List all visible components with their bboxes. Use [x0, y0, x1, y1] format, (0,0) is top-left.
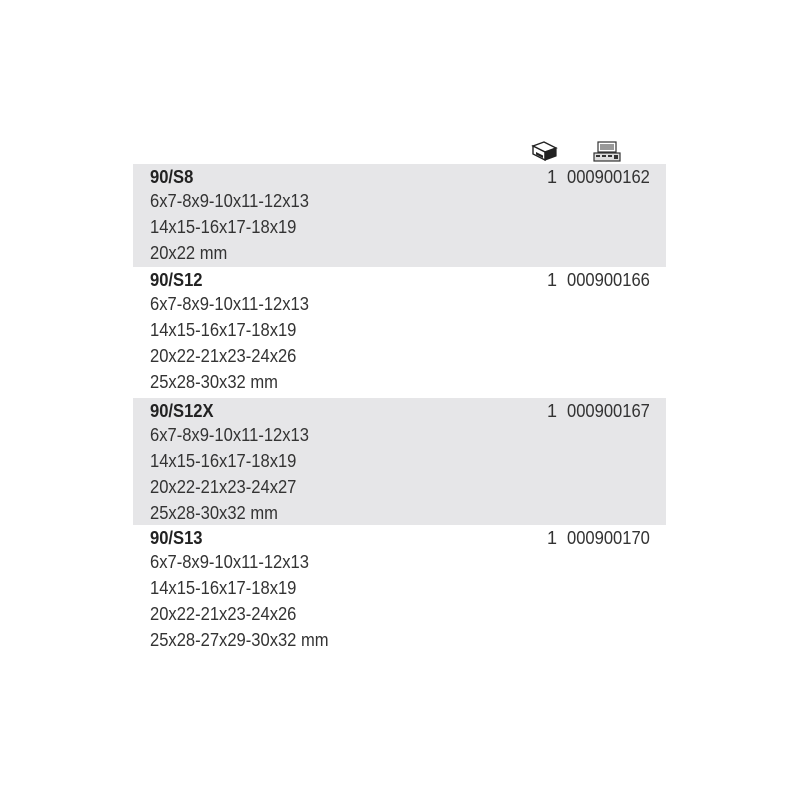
- quantity-value: 1: [547, 401, 558, 421]
- size-line: 20x22 mm: [150, 243, 228, 263]
- article-number: 000900170: [567, 528, 650, 548]
- size-line: 20x22-21x23-24x26: [150, 604, 297, 624]
- size-line: 14x15-16x17-18x19: [150, 217, 297, 237]
- product-code: 90/S13: [150, 528, 203, 548]
- article-number: 000900167: [567, 401, 650, 421]
- quantity-value: 1: [547, 528, 558, 548]
- size-line: 20x22-21x23-24x27: [150, 477, 297, 497]
- table-row: [133, 398, 666, 525]
- size-line: 25x28-30x32 mm: [150, 503, 278, 523]
- size-line: 25x28-27x29-30x32 mm: [150, 630, 329, 650]
- size-line: 6x7-8x9-10x11-12x13: [150, 425, 309, 445]
- size-line: 20x22-21x23-24x26: [150, 346, 297, 366]
- quantity-value: 1: [547, 167, 558, 187]
- product-code: 90/S12X: [150, 401, 214, 421]
- size-line: 14x15-16x17-18x19: [150, 578, 297, 598]
- product-code: 90/S12: [150, 270, 203, 290]
- size-line: 6x7-8x9-10x11-12x13: [150, 294, 309, 314]
- table-row: [133, 164, 666, 267]
- article-number: 000900166: [567, 270, 650, 290]
- table-row: [133, 525, 666, 655]
- article-number: 000900162: [567, 167, 650, 187]
- product-table: [133, 164, 666, 655]
- product-code: 90/S8: [150, 167, 194, 187]
- size-line: 6x7-8x9-10x11-12x13: [150, 552, 309, 572]
- size-line: 14x15-16x17-18x19: [150, 320, 297, 340]
- quantity-value: 1: [547, 270, 558, 290]
- size-line: 25x28-30x32 mm: [150, 372, 278, 392]
- table-row: [133, 267, 666, 398]
- table-header-icons: [530, 140, 630, 164]
- size-line: 14x15-16x17-18x19: [150, 451, 297, 471]
- size-line: 6x7-8x9-10x11-12x13: [150, 191, 309, 211]
